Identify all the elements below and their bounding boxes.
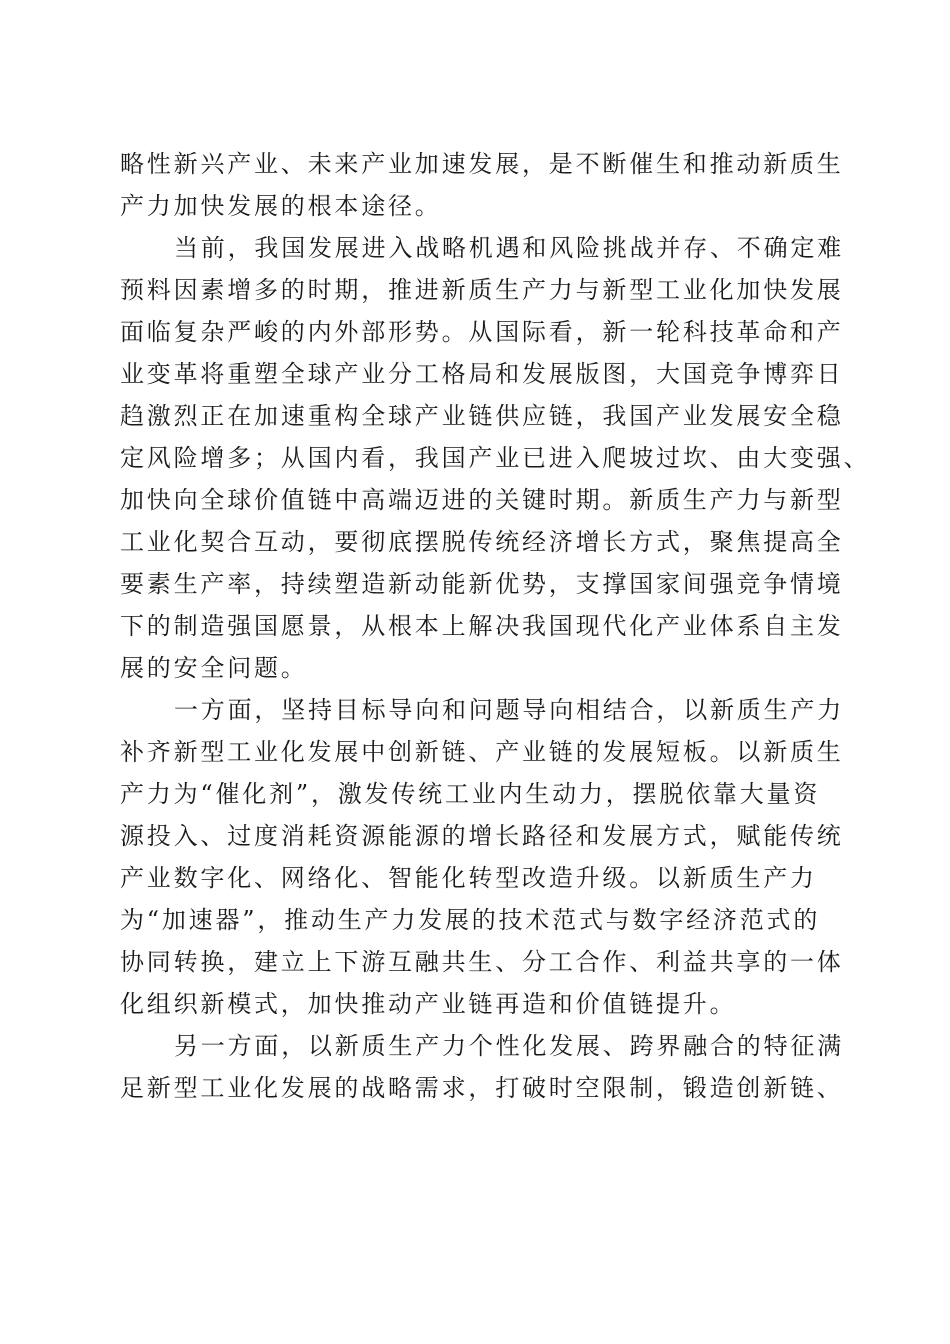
text-line: 业变革将重塑全球产业分工格局和发展版图，大国竞争博弈日 [120, 360, 844, 388]
text-line: 略性新兴产业、未来产业加速发展，是不断催生和推动新质生 [120, 150, 844, 178]
text-line: 下的制造强国愿景，从根本上解决我国现代化产业体系自主发 [120, 612, 844, 640]
text-line: 化组织新模式，加快推动产业链再造和价值链提升。 [120, 990, 737, 1018]
text-line: 加快向全球价值链中高端迈进的关键时期。新质生产力与新型 [120, 486, 844, 514]
text-line: 足新型工业化发展的战略需求，打破时空限制，锻造创新链、 [120, 1074, 844, 1102]
text-line: 趋激烈正在加速重构全球产业链供应链，我国产业发展安全稳 [120, 402, 844, 430]
text-line: 产力加快发展的根本途径。 [120, 192, 442, 220]
paragraph-start-line: 当前，我国发展进入战略机遇和风险挑战并存、不确定难 [174, 234, 844, 262]
text-line: 展的安全问题。 [120, 654, 308, 682]
text-line: 产力为“催化剂”，激发传统工业内生动力，摆脱依靠大量资 [120, 780, 821, 808]
text-line: 为“加速器”，推动生产力发展的技术范式与数字经济范式的 [120, 906, 821, 934]
text-line: 源投入、过度消耗资源能源的增长路径和发展方式，赋能传统 [120, 822, 844, 850]
text-line: 产业数字化、网络化、智能化转型改造升级。以新质生产力 [120, 864, 817, 892]
text-line: 协同转换，建立上下游互融共生、分工合作、利益共享的一体 [120, 948, 844, 976]
text-line: 要素生产率，持续塑造新动能新优势，支撑国家间强竞争情境 [120, 570, 844, 598]
paragraph-start-line: 另一方面，以新质生产力个性化发展、跨界融合的特征满 [174, 1032, 844, 1060]
text-line: 定风险增多；从国内看，我国产业已进入爬坡过坎、由大变强、 [120, 444, 871, 472]
text-line: 补齐新型工业化发展中创新链、产业链的发展短板。以新质生 [120, 738, 844, 766]
body-text [120, 143, 871, 1109]
text-line: 工业化契合互动，要彻底摆脱传统经济增长方式，聚焦提高全 [120, 528, 844, 556]
text-line: 面临复杂严峻的内外部形势。从国际看，新一轮科技革命和产 [120, 318, 844, 346]
paragraph-start-line: 一方面，坚持目标导向和问题导向相结合，以新质生产力 [174, 696, 844, 724]
text-line: 预料因素增多的时期，推进新质生产力与新型工业化加快发展 [120, 276, 844, 304]
